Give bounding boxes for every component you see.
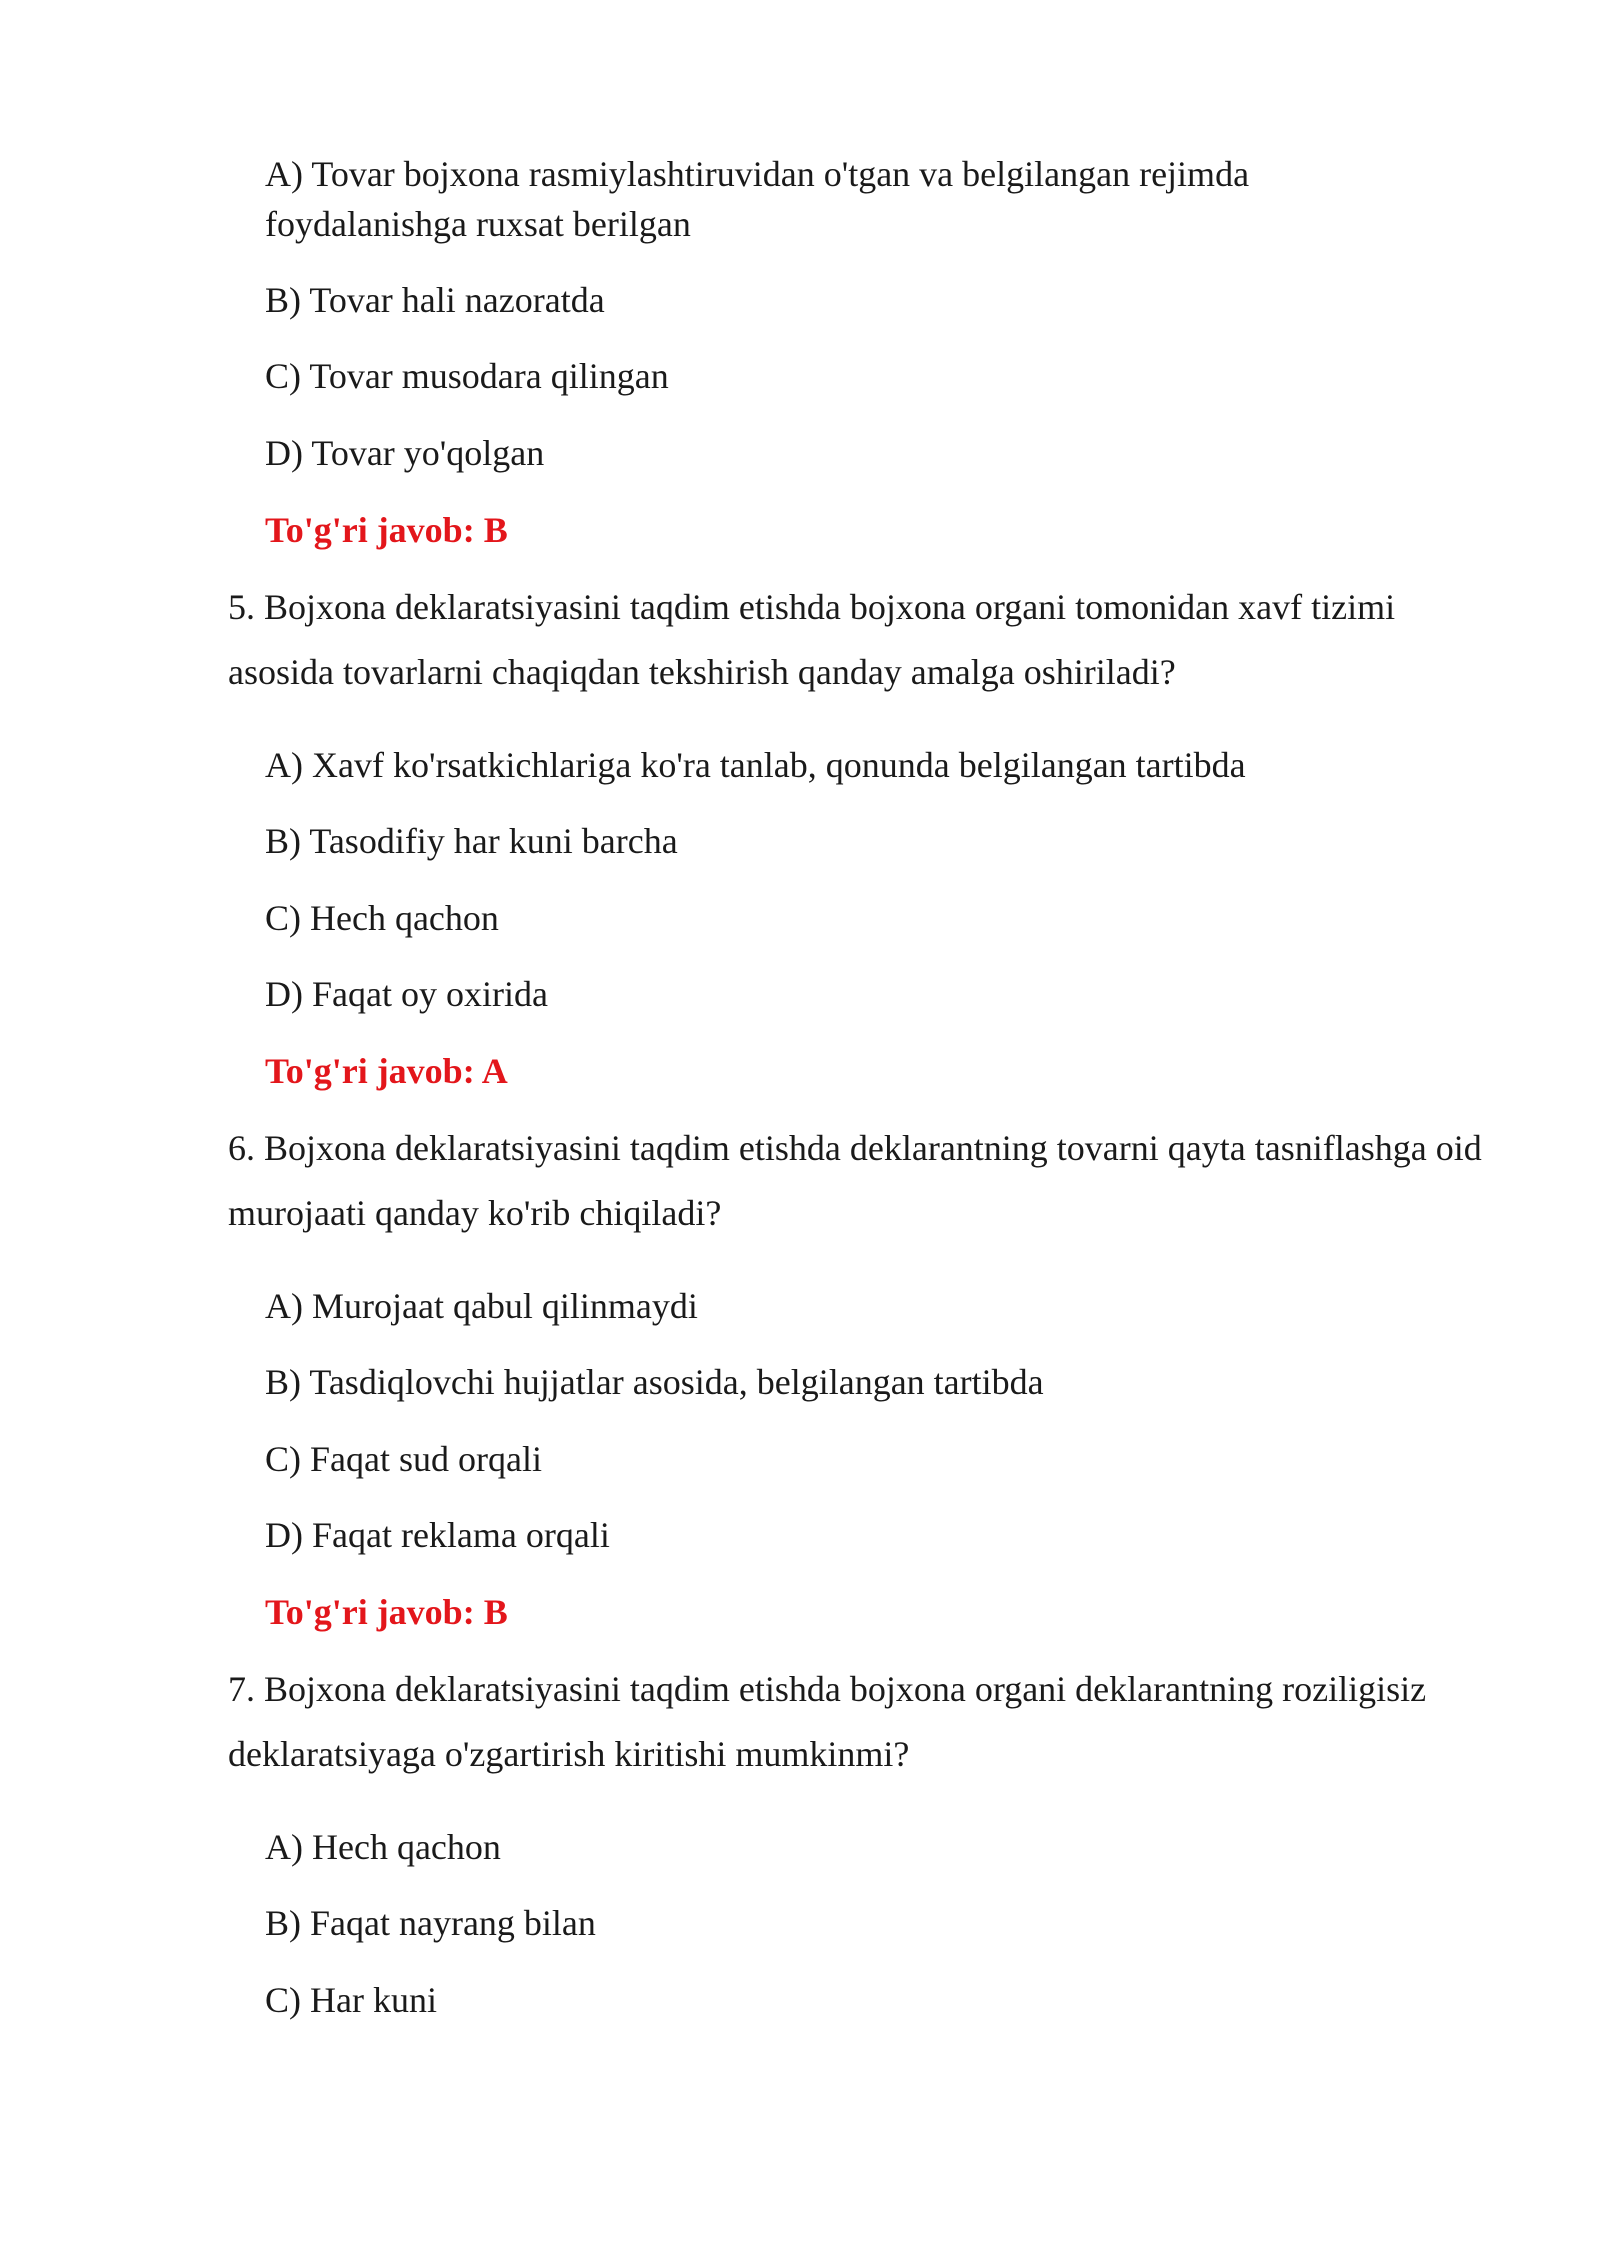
q6-option-c: C) Faqat sud orqali	[265, 1439, 542, 1479]
q4-option-d: D) Tovar yo'qolgan	[265, 433, 545, 473]
q6-correct-answer: To'g'ri javob: B	[265, 1592, 508, 1632]
q4-option-a: A) Tovar bojxona rasmiylashtiruvidan o'tgan va belgilangan rejimda foydalanishga ruxsat berilgan	[265, 154, 1250, 244]
q7-question: 7. Bojxona deklaratsiyasini taqdim etishda bojxona organi deklarantning roziligisiz deklaratsiyaga o'zgartirish kiritishi mumkinmi?	[228, 1669, 1427, 1774]
q6-option-b: B) Tasdiqlovchi hujjatlar asosida, belgilangan tartibda	[265, 1362, 1044, 1402]
q6-option-d: D) Faqat reklama orqali	[265, 1515, 610, 1555]
q5-correct-answer: To'g'ri javob: A	[265, 1051, 508, 1091]
q6-question: 6. Bojxona deklaratsiyasini taqdim etishda deklarantning tovarni qayta tasniflashga oid murojaati qanday ko'rib chiqiladi?	[228, 1128, 1482, 1233]
q5-option-b: B) Tasodifiy har kuni barcha	[265, 821, 678, 861]
q5-option-a: A) Xavf ko'rsatkichlariga ko'ra tanlab, qonunda belgilangan tartibda	[265, 745, 1246, 785]
q7-option-b: B) Faqat nayrang bilan	[265, 1903, 596, 1943]
q7-option-c: C) Har kuni	[265, 1980, 437, 2020]
q5-option-d: D) Faqat oy oxirida	[265, 974, 548, 1014]
q4-correct-answer: To'g'ri javob: B	[265, 510, 508, 550]
q7-option-a: A) Hech qachon	[265, 1827, 501, 1867]
q5-question: 5. Bojxona deklaratsiyasini taqdim etishda bojxona organi tomonidan xavf tizimi asosida tovarlarni chaqiqdan tekshirish qanday amalga oshiriladi?	[228, 587, 1396, 692]
q4-option-c: C) Tovar musodara qilingan	[265, 356, 669, 396]
q5-option-c: C) Hech qachon	[265, 898, 499, 938]
q4-option-b: B) Tovar hali nazoratda	[265, 280, 605, 320]
q6-option-a: A) Murojaat qabul qilinmaydi	[265, 1286, 698, 1326]
